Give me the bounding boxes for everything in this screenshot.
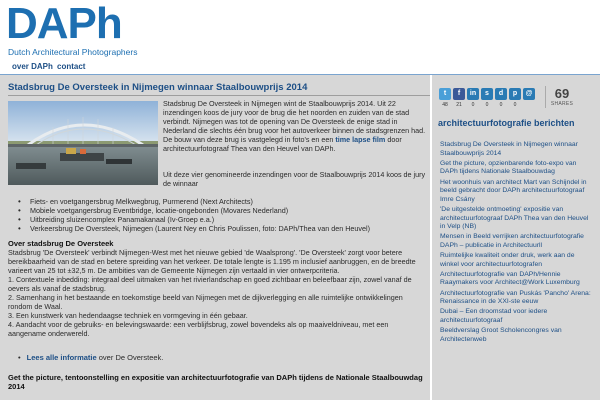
main-nav bbox=[0, 60, 600, 74]
sidebar-title: architectuurfotografie berichten bbox=[438, 118, 575, 128]
bridge-photo-image bbox=[8, 101, 158, 185]
nominee-text: Mobiele voetgangersbrug Eventbridge, locatie-ongebonden (Movares Nederland) bbox=[30, 206, 289, 215]
bullet-icon: • bbox=[18, 353, 21, 362]
body-line: 1. Contextuele inbedding: integraal deel uitmaken van het rivierlandschap en goed zichtbaar en beleefbaar zijn, zowel vanaf de oevers als vanaf de stadsbrug. bbox=[8, 275, 412, 293]
share-divider bbox=[545, 86, 546, 108]
logo-wordmark: DAPh bbox=[6, 0, 122, 48]
list-item bbox=[18, 206, 428, 215]
sidebar-post-link[interactable]: Architectuurfotografie van DAPh/Hennie Raaymakers voor Architect@Work Luxemburg bbox=[440, 270, 580, 287]
sidebar-post-link[interactable]: Beeldverslag Groot Scholencongres van Architectenweb bbox=[440, 327, 562, 343]
sidebar-post-link[interactable]: Mensen in Beeld verrijken architectuurfotografie DAPh – publicatie in Architectuurll bbox=[440, 233, 584, 249]
nominee-text: Uitbreiding sluizencomplex Panamakanaal (Iv-Groep e.a.) bbox=[30, 215, 215, 224]
sidebar-post-link[interactable]: Architectuurfotografie van Puskás 'Pancho' Arena: Renaissance in de XXI-ste eeuw bbox=[440, 289, 591, 306]
more-info bbox=[18, 353, 163, 362]
nominee-text: Verkeersbrug De Oversteek, Nijmegen (Laurent Ney en Chris Poulissen, foto: DAPh/Thea van den Heuvel) bbox=[30, 224, 370, 233]
article-title[interactable]: Stadsbrug De Oversteek in Nijmegen winnaar Staalbouwprijs 2014 bbox=[8, 82, 308, 93]
nominees-intro: Uit deze vier genomineerde inzendingen voor de Staalbouwprijs 2014 koos de jury de winnaar bbox=[163, 170, 426, 188]
body-line: 2. Samenhang in het bestaande en toekomstige beeld van Nijmegen met de dijkverlegging en alle ruimtelijke ontwikkelingen rondom de Waal. bbox=[8, 293, 403, 311]
time-lapse-link[interactable]: time lapse film bbox=[335, 135, 386, 144]
section-heading: Over stadsbrug De Oversteek bbox=[8, 239, 114, 248]
list-item bbox=[18, 197, 428, 206]
sidebar-post-link[interactable]: Dubai – Een droomstad voor iedere architectuurfotograaf bbox=[440, 308, 548, 325]
bullet-icon: • bbox=[18, 215, 21, 224]
body-line: 4. Aandacht voor de gebruiks- en belevingswaarde: een verblijfsbrug, zowel bovendeks als op maaiveldniveau, met een aangename onderwereld. bbox=[8, 320, 389, 338]
intro-text-start: Stadsbrug De Oversteek in Nijmegen wint de Staalbouwprijs 2014. Uit 22 inzendingen koos de jury voor de brug die het noorden en zuiden van de stad verbindt. Nijmegen was tot de opening van De Oversteek de enige stad in Nederland die slechts één brug voor het autoverkeer binnen de stadsgrenzen had. De bouw van deze brug is vastgelegd in foto's en een bbox=[163, 99, 426, 144]
delicious-icon[interactable]: d bbox=[495, 88, 507, 100]
share-total: 69 bbox=[554, 86, 570, 101]
list-item bbox=[18, 215, 428, 224]
bridge-photo[interactable] bbox=[8, 101, 158, 185]
share-count: 0 bbox=[513, 102, 517, 108]
email-icon[interactable]: @ bbox=[523, 88, 535, 100]
facebook-icon[interactable]: f bbox=[453, 88, 465, 100]
linkedin-icon[interactable]: in bbox=[467, 88, 479, 100]
nav-link-over[interactable]: over DAPh bbox=[12, 62, 53, 71]
share-count: 0 bbox=[485, 102, 489, 108]
stumbleupon-icon[interactable]: s bbox=[481, 88, 493, 100]
sidebar-post-link[interactable]: Het woonhuis van architect Mart van Schijndel in beeld gebracht door DAPh architectuurfotograaf Imre Csány bbox=[440, 178, 587, 203]
bullet-icon: • bbox=[18, 197, 21, 206]
next-article-title[interactable]: Get the picture, tentoonstelling en expositie van architectuurfotografie van DAPh tijdens de Nationale Staalbouwdag 2014 bbox=[8, 373, 423, 391]
twitter-icon[interactable]: t bbox=[439, 88, 451, 100]
share-count: 21 bbox=[456, 102, 462, 108]
site-logo[interactable] bbox=[6, 2, 137, 57]
nominee-list bbox=[18, 197, 428, 233]
body-line: 3. Een kunstwerk van hedendaagse techniek en vormgeving in één gebaar. bbox=[8, 311, 248, 320]
share-count: 0 bbox=[499, 102, 503, 108]
list-item bbox=[18, 224, 428, 233]
sidebar-post-link[interactable]: Get the picture, opzienbarende foto-expo van DAPh tijdens Nationale Staalbouwdag bbox=[440, 159, 577, 176]
title-divider bbox=[8, 95, 430, 96]
body-line: Stadsbrug 'De Oversteek' verbindt Nijmegen-West met het nieuwe gebied 'de Waalsprong'. 'De Oversteek' zorgt voor betere bereikbaarheid van de stad en betere spreiding van het verkeer. De totale lengte is 1.195 m inclusief aanbruggen, en de breedte varieert van 25 tot ±32,5 m. De ambities van de Gemeente Nijmegen zijn vertaald in vier ontwerpcriteria. bbox=[8, 248, 416, 275]
share-total-label: SHARES bbox=[550, 101, 574, 107]
share-count: 48 bbox=[442, 102, 448, 108]
nav-link-contact[interactable]: contact bbox=[57, 62, 86, 71]
site-header bbox=[0, 0, 600, 62]
more-info-text: over De Oversteek. bbox=[98, 353, 164, 362]
bullet-icon: • bbox=[18, 224, 21, 233]
sidebar-post-link[interactable]: Stadsbrug De Oversteek in Nijmegen winnaar Staalbouwprijs 2014 bbox=[440, 141, 578, 157]
bullet-icon: • bbox=[18, 206, 21, 215]
pinterest-icon[interactable]: p bbox=[509, 88, 521, 100]
nominee-text: Fiets- en voetgangersbrug Melkwegbrug, Purmerend (Next Architects) bbox=[30, 197, 253, 206]
more-info-link[interactable]: Lees alle informatie bbox=[26, 353, 97, 362]
logo-tagline: Dutch Architectural Photographers bbox=[8, 47, 138, 57]
sidebar-post-link[interactable]: Ruimtelijke kwaliteit onder druk, werk aan de winkel voor architectuurfotografen bbox=[440, 252, 575, 268]
intro-paragraph bbox=[163, 99, 429, 153]
article-body bbox=[8, 248, 428, 338]
sidebar-post-link[interactable]: 'De uitgestelde ontmoeting' expositie van architectuurfotograaf DAPh Thea van den Heuvel in Velp (NB) bbox=[440, 205, 589, 231]
intro-text-end: door architectuurfotograaf Thea van den Heuvel van DAPh. bbox=[163, 135, 402, 153]
sidebar-post-list bbox=[440, 141, 594, 346]
share-count: 0 bbox=[471, 102, 475, 108]
